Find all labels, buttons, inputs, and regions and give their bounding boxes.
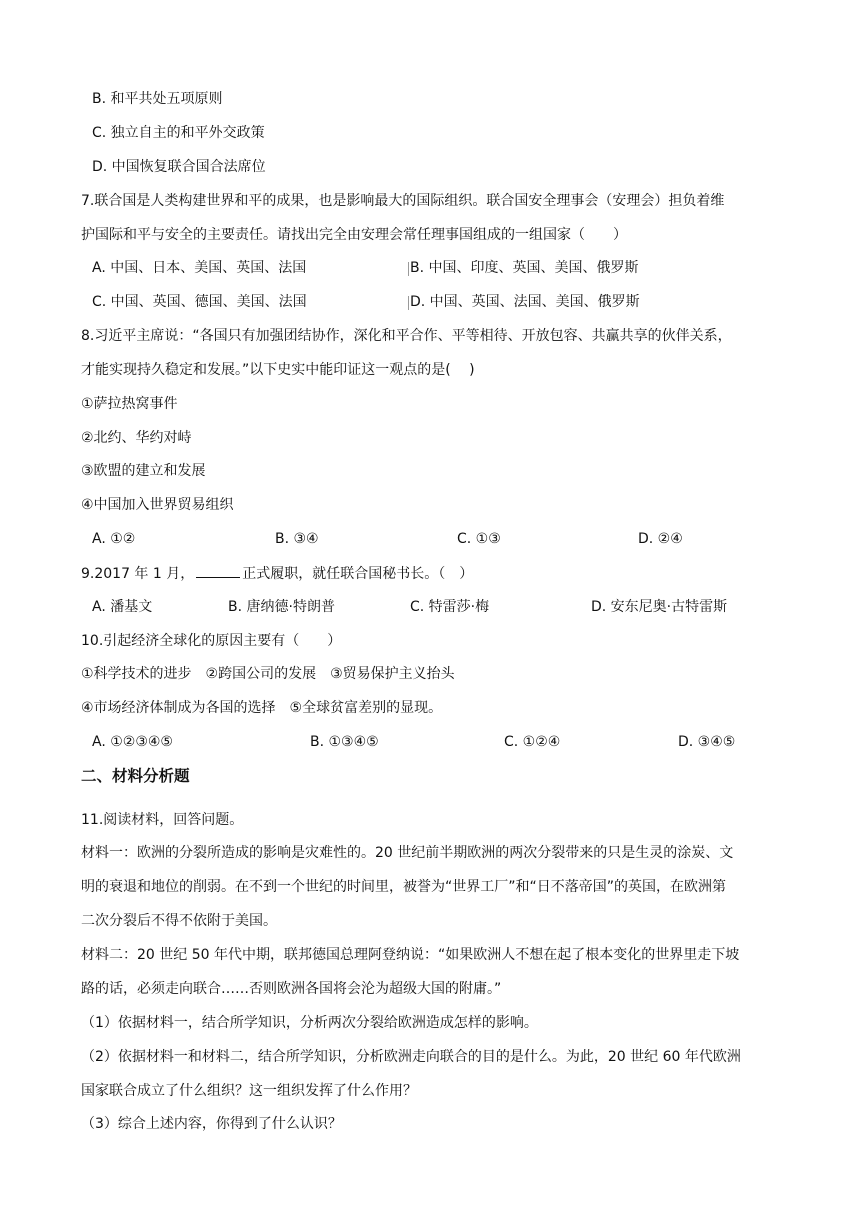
q11-subquestion-2-line2: 国家联合成立了什么组织？这一组织发挥了什么作用？ [81, 1083, 417, 1099]
q7-stem-line2: 护国际和平与安全的主要责任。请找出完全由安理会常任理事国组成的一组国家（ ） [81, 227, 627, 243]
q9-option-b[interactable]: B. 唐纳德·特朗普 [228, 599, 335, 615]
q10-option-a[interactable]: A. ①②③④⑤ [92, 734, 173, 750]
q9-stem-after: 正式履职，就任联合国秘书长。（ ） [242, 566, 474, 582]
section-heading: 二、材料分析题 [81, 767, 190, 785]
q8-item-4: ④中国加入世界贸易组织 [81, 497, 234, 513]
q11-material1-line2: 明的衰退和地位的削弱。在不到一个世纪的时间里，被誉为“世界工厂”和“日不落帝国”的英国，在欧洲第 [81, 879, 727, 895]
q11-material2-line1: 材料二：20 世纪 50 年代中期，联邦德国总理阿登纳说：“如果欧洲人不想在起了根本变化的世界里走下坡 [81, 947, 740, 963]
q8-option-d[interactable]: D. ②④ [638, 531, 683, 547]
q9-stem-before: 9.2017 年 1 月， [81, 566, 195, 582]
prev-option-d[interactable]: D. 中国恢复联合国合法席位 [92, 159, 266, 175]
q7-column-divider [408, 262, 409, 276]
q8-option-b[interactable]: B. ③④ [275, 531, 319, 547]
q7-option-a[interactable]: A. 中国、日本、美国、英国、法国 [92, 260, 307, 276]
q8-stem-line1: 8.习近平主席说：“各国只有加强团结协作，深化和平合作、平等相待、开放包容、共赢共享的伙伴关系， [81, 328, 732, 344]
q10-option-d[interactable]: D. ③④⑤ [678, 734, 736, 750]
q8-item-3: ③欧盟的建立和发展 [81, 463, 206, 479]
q11-subquestion-3: （3）综合上述内容，你得到了什么认识？ [81, 1116, 342, 1132]
q8-option-a[interactable]: A. ①② [92, 531, 136, 547]
q7-option-c[interactable]: C. 中国、英国、德国、美国、法国 [92, 294, 307, 310]
q11-subquestion-1: （1）依据材料一，结合所学知识，分析两次分裂给欧洲造成怎样的影响。 [81, 1015, 538, 1031]
q8-stem-line2: 才能实现持久稳定和发展。”以下史实中能印证这一观点的是( ) [81, 362, 475, 378]
q8-item-1: ①萨拉热窝事件 [81, 396, 178, 412]
q11-material1-line1: 材料一：欧洲的分裂所造成的影响是灾难性的。20 世纪前半期欧洲的两次分裂带来的只是生灵的涂炭、文 [81, 845, 734, 861]
q9-option-a[interactable]: A. 潘基文 [92, 599, 153, 615]
q11-material1-line3: 二次分裂后不得不依附于美国。 [81, 913, 277, 929]
q9-answer-blank[interactable] [196, 563, 240, 578]
prev-option-b[interactable]: B. 和平共处五项原则 [92, 91, 223, 107]
q7-option-b[interactable]: B. 中国、印度、英国、美国、俄罗斯 [410, 260, 639, 276]
q8-item-2: ②北约、华约对峙 [81, 430, 192, 446]
q10-items-line1: ①科学技术的进步 ②跨国公司的发展 ③贸易保护主义抬头 [81, 666, 455, 682]
prev-option-c[interactable]: C. 独立自主的和平外交政策 [92, 125, 265, 141]
q9-option-d[interactable]: D. 安东尼奥·古特雷斯 [591, 599, 728, 615]
q10-stem: 10.引起经济全球化的原因主要有（ ） [81, 633, 342, 649]
q9-stem [81, 563, 473, 584]
q8-option-c[interactable]: C. ①③ [457, 531, 501, 547]
q11-subquestion-2-line1: （2）依据材料一和材料二，结合所学知识，分析欧洲走向联合的目的是什么。为此，20 世纪 60 年代欧洲 [81, 1049, 741, 1065]
q10-option-c[interactable]: C. ①②④ [504, 734, 561, 750]
q9-option-c[interactable]: C. 特雷莎·梅 [410, 599, 490, 615]
q11-stem: 11.阅读材料，回答问题。 [81, 812, 244, 828]
q7-column-divider [408, 296, 409, 310]
q7-option-d[interactable]: D. 中国、英国、法国、美国、俄罗斯 [410, 294, 640, 310]
q10-items-line2: ④市场经济体制成为各国的选择 ⑤全球贫富差别的显现。 [81, 700, 443, 716]
q10-option-b[interactable]: B. ①③④⑤ [310, 734, 379, 750]
q11-material2-line2: 路的话，必须走向联合……否则欧洲各国将会沦为超级大国的附庸。” [81, 981, 502, 997]
q7-stem-line1: 7.联合国是人类构建世界和平的成果，也是影响最大的国际组织。联合国安全理事会（安理会）担负着维 [81, 193, 725, 209]
